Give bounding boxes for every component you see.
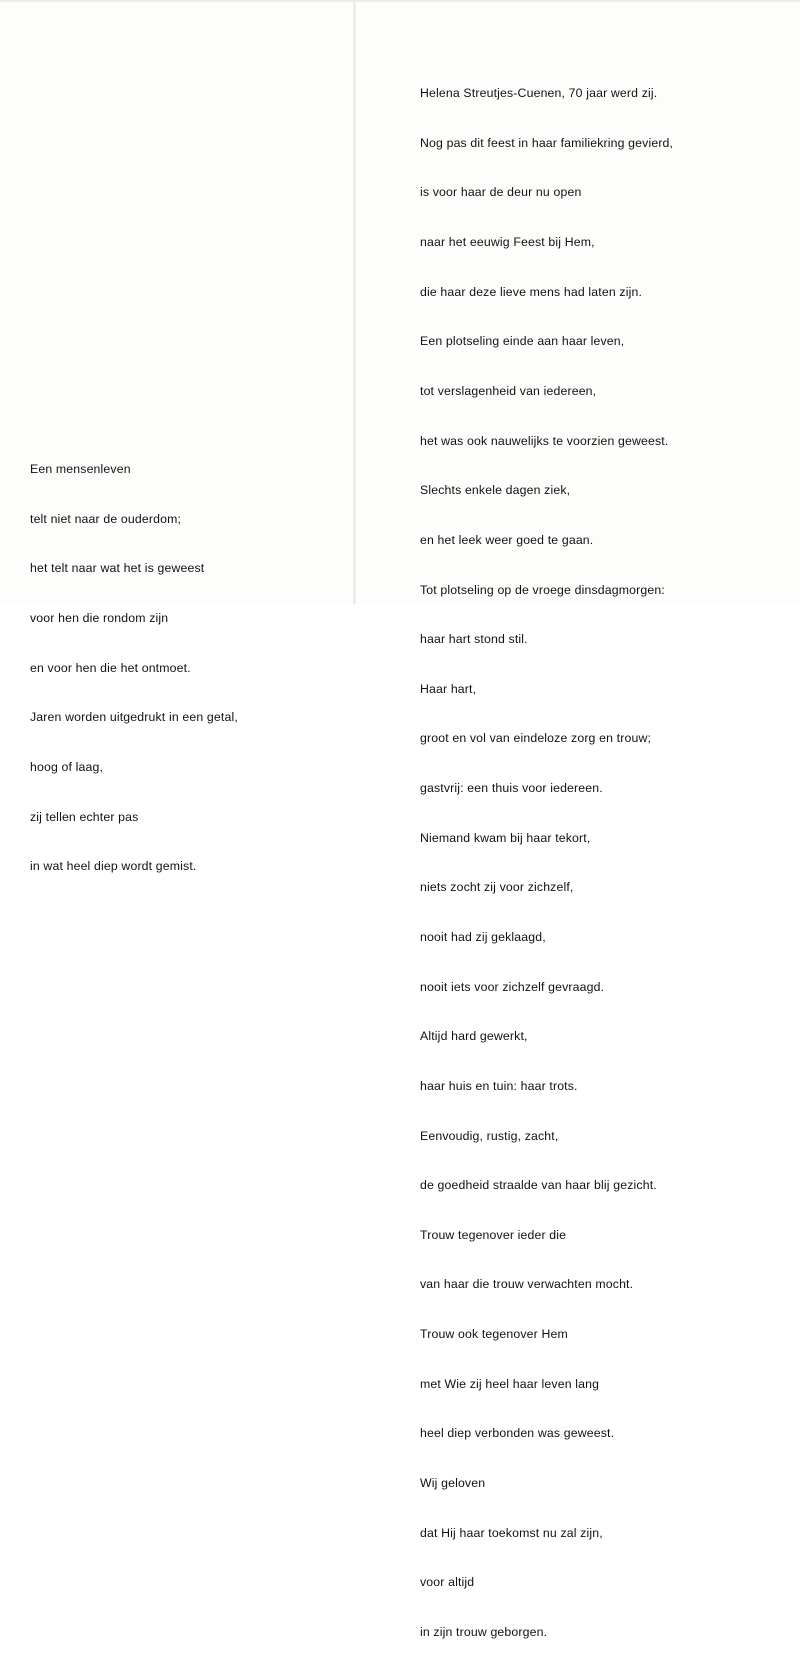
poem-line: Niemand kwam bij haar tekort, — [420, 830, 591, 845]
poem-line: gastvrij: een thuis voor iedereen. — [420, 781, 603, 796]
poem-line: voor altijd — [420, 1575, 475, 1590]
poem-line: Wij geloven — [420, 1476, 486, 1491]
poem-line: de goedheid straalde van haar blij gezicht. — [420, 1178, 657, 1193]
poem-line: Altijd hard gewerkt, — [420, 1029, 528, 1044]
poem-line: dat Hij haar toekomst nu zal zijn, — [420, 1525, 603, 1540]
poem-line: met Wie zij heel haar leven lang — [420, 1376, 600, 1391]
poem-line: in zijn trouw geborgen. — [420, 1624, 548, 1639]
poem-line: hoog of laag, — [30, 759, 104, 774]
poem-line: het telt naar wat het is geweest — [30, 561, 205, 576]
poem-line: telt niet naar de ouderdom; — [30, 511, 182, 526]
poem-line: Slechts enkele dagen ziek, — [420, 483, 571, 498]
poem-line: haar huis en tuin: haar trots. — [420, 1078, 578, 1093]
poem-line: nooit iets voor zichzelf gevraagd. — [420, 979, 605, 994]
poem-line: en voor hen die het ontmoet. — [30, 660, 191, 675]
poem-line: is voor haar de deur nu open — [420, 185, 582, 200]
poem-line: niets zocht zij voor zichzelf, — [420, 880, 574, 895]
poem-line: Helena Streutjes-Cuenen, 70 jaar werd zij. — [420, 86, 658, 101]
poem-line: Nog pas dit feest in haar familiekring gevierd, — [420, 135, 674, 150]
poem-line: nooit had zij geklaagd, — [420, 929, 546, 944]
poem-line: voor hen die rondom zijn — [30, 611, 169, 626]
poem-line: Jaren worden uitgedrukt in een getal, — [30, 710, 238, 725]
poem-line: zij tellen echter pas — [30, 809, 139, 824]
poem-line: Een mensenleven — [30, 462, 131, 477]
poem-line: en het leek weer goed te gaan. — [420, 532, 594, 547]
card-top-edge — [0, 0, 800, 2]
poem-line: heel diep verbonden was geweest. — [420, 1426, 615, 1441]
poem-line: van haar die trouw verwachten mocht. — [420, 1277, 634, 1292]
poem-line: tot verslagenheid van iedereen, — [420, 383, 597, 398]
right-poem — [420, 52, 673, 1674]
poem-line: haar hart stond stil. — [420, 632, 528, 647]
poem-line: Trouw ook tegenover Hem — [420, 1327, 568, 1342]
poem-line: Een plotseling einde aan haar leven, — [420, 334, 625, 349]
poem-line: Tot plotseling op de vroege dinsdagmorgen: — [420, 582, 665, 597]
card-fold-line — [353, 0, 356, 604]
left-poem — [30, 428, 238, 908]
poem-line: het was ook nauwelijks te voorzien geweest. — [420, 433, 669, 448]
poem-line: die haar deze lieve mens had laten zijn. — [420, 284, 643, 299]
poem-line: Haar hart, — [420, 681, 477, 696]
poem-line: in wat heel diep wordt gemist. — [30, 859, 197, 874]
poem-line: groot en vol van eindeloze zorg en trouw; — [420, 731, 652, 746]
poem-line: naar het eeuwig Feest bij Hem, — [420, 235, 595, 250]
poem-line: Trouw tegenover ieder die — [420, 1227, 567, 1242]
poem-line: Eenvoudig, rustig, zacht, — [420, 1128, 559, 1143]
